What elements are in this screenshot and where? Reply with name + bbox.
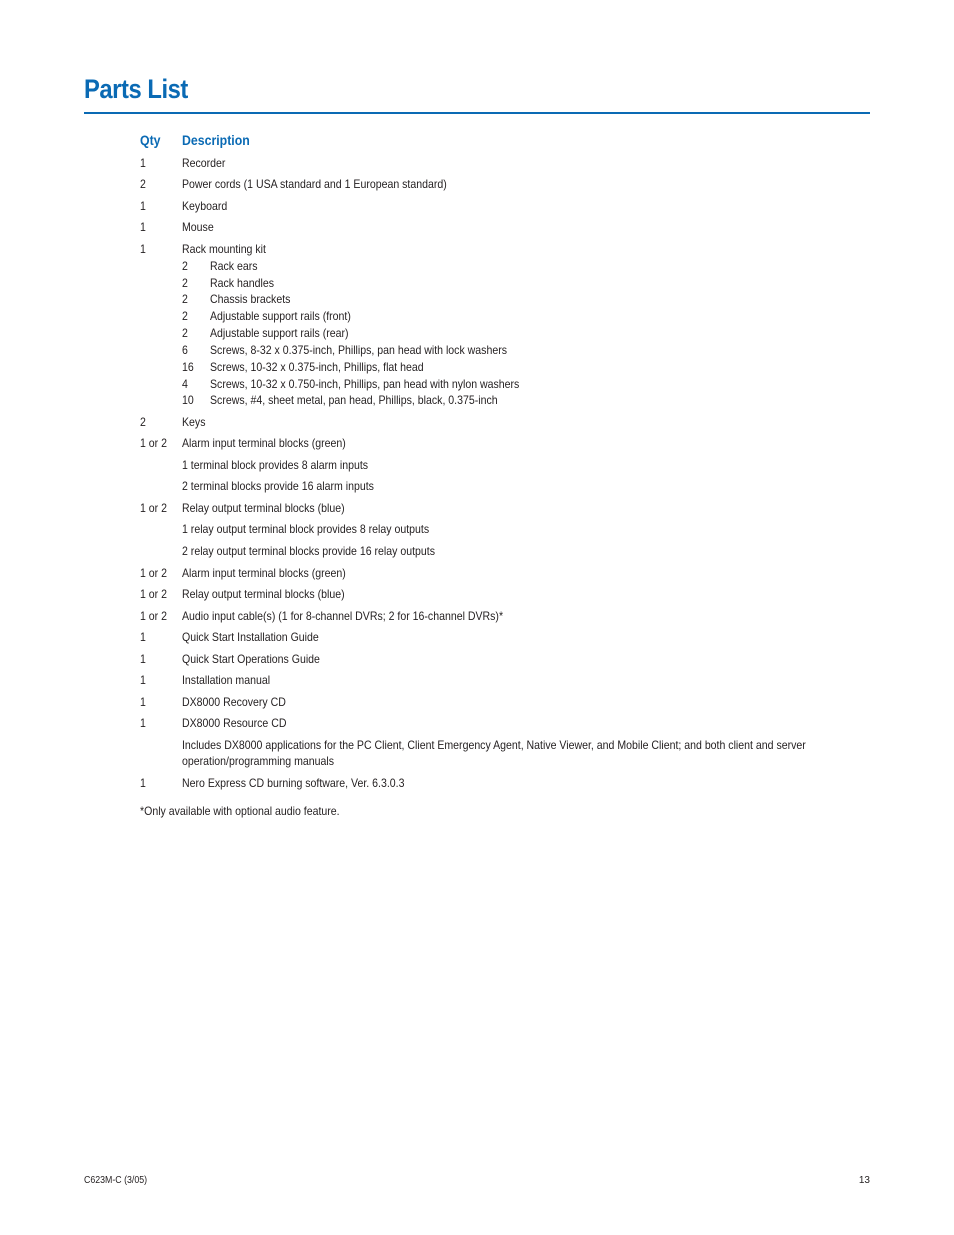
item-qty: 1	[140, 695, 146, 709]
item-description: Rack mounting kit	[182, 242, 266, 256]
footnote: *Only available with optional audio feature.	[140, 804, 340, 818]
sub-item-qty: 2	[182, 326, 188, 340]
item-qty: 2	[140, 415, 146, 429]
item-qty: 1	[140, 242, 146, 256]
item-description: Mouse	[182, 220, 214, 234]
parts-row	[0, 629, 954, 647]
page-title: Parts List	[84, 74, 188, 104]
title-rule	[84, 112, 870, 114]
item-qty: 1 or 2	[140, 566, 168, 580]
sub-item-description: Rack ears	[210, 259, 258, 273]
parts-row	[0, 565, 954, 583]
parts-row	[0, 715, 954, 733]
parts-row	[0, 155, 954, 173]
item-description: Installation manual	[182, 673, 271, 687]
sub-item-description: Chassis brackets	[210, 292, 291, 306]
sub-item-qty: 2	[182, 259, 188, 273]
parts-row	[0, 694, 954, 712]
rack-kit-row	[0, 291, 954, 309]
item-description: Keyboard	[182, 199, 228, 213]
item-description: Quick Start Installation Guide	[182, 630, 319, 644]
item-description: Alarm input terminal blocks (green)	[182, 436, 346, 450]
sub-item-description: Screws, 8-32 x 0.375-inch, Phillips, pan head with lock washers	[210, 343, 507, 357]
item-description: Recorder	[182, 156, 226, 170]
parts-row	[0, 198, 954, 216]
item-description: Quick Start Operations Guide	[182, 652, 320, 666]
item-description: 1 terminal block provides 8 alarm inputs	[182, 458, 369, 472]
item-qty: 1	[140, 630, 146, 644]
item-description: Nero Express CD burning software, Ver. 6.3.0.3	[182, 776, 405, 790]
item-description: DX8000 Recovery CD	[182, 695, 286, 709]
item-description: Relay output terminal blocks (blue)	[182, 587, 345, 601]
parts-row	[0, 521, 954, 539]
item-qty: 1	[140, 776, 146, 790]
rack-kit-row	[0, 359, 954, 377]
item-description: Alarm input terminal blocks (green)	[182, 566, 346, 580]
rack-kit-row	[0, 325, 954, 343]
sub-item-description: Rack handles	[210, 276, 274, 290]
item-description: Power cords (1 USA standard and 1 European standard)	[182, 177, 447, 191]
parts-row	[0, 414, 954, 432]
parts-row	[0, 176, 954, 194]
sub-item-qty: 2	[182, 276, 188, 290]
item-description: Audio input cable(s) (1 for 8-channel DVRs; 2 for 16-channel DVRs)*	[182, 609, 504, 623]
parts-row	[0, 672, 954, 690]
item-qty: 1	[140, 716, 146, 730]
qty-column-header: Qty	[140, 132, 161, 148]
parts-row	[0, 500, 954, 518]
item-qty: 1	[140, 652, 146, 666]
item-description: DX8000 Resource CD	[182, 716, 287, 730]
sub-item-description: Screws, 10-32 x 0.375-inch, Phillips, flat head	[210, 360, 424, 374]
sub-item-qty: 2	[182, 309, 188, 323]
parts-row	[0, 478, 954, 496]
item-qty: 1 or 2	[140, 436, 168, 450]
sub-item-qty: 2	[182, 292, 188, 306]
parts-row	[0, 219, 954, 237]
sub-item-description: Adjustable support rails (rear)	[210, 326, 349, 340]
sub-item-qty: 4	[182, 377, 188, 391]
page-number: 13	[858, 1175, 870, 1186]
parts-row	[0, 457, 954, 475]
sub-item-qty: 16	[182, 360, 194, 374]
item-description: 1 relay output terminal block provides 8 relay outputs	[182, 522, 430, 536]
sub-item-qty: 10	[182, 393, 194, 407]
item-qty: 1 or 2	[140, 609, 168, 623]
resource-note-text: Includes DX8000 applications for the PC Client, Client Emergency Agent, Native Viewer, and Mobile Client; and both client and server	[182, 738, 806, 752]
parts-row	[0, 775, 954, 793]
parts-row	[0, 586, 954, 604]
sub-item-description: Screws, 10-32 x 0.750-inch, Phillips, pan head with nylon washers	[210, 377, 520, 391]
item-qty: 2	[140, 177, 146, 191]
sub-item-description: Adjustable support rails (front)	[210, 309, 351, 323]
parts-row	[0, 608, 954, 626]
item-qty: 1	[140, 220, 146, 234]
item-description: 2 relay output terminal blocks provide 16 relay outputs	[182, 544, 435, 558]
rack-kit-row	[0, 308, 954, 326]
rack-kit-row	[0, 258, 954, 276]
parts-row	[0, 651, 954, 669]
sub-item-description: Screws, #4, sheet metal, pan head, Phillips, black, 0.375-inch	[210, 393, 498, 407]
sub-item-qty: 6	[182, 343, 188, 357]
resource-note-line	[0, 753, 954, 771]
parts-row	[0, 435, 954, 453]
rack-kit-row	[0, 342, 954, 360]
description-column-header: Description	[182, 132, 250, 148]
parts-row	[0, 543, 954, 561]
item-qty: 1 or 2	[140, 587, 168, 601]
rack-kit-row	[0, 392, 954, 410]
item-qty: 1	[140, 199, 146, 213]
item-qty: 1	[140, 673, 146, 687]
item-description: Relay output terminal blocks (blue)	[182, 501, 345, 515]
item-qty: 1	[140, 156, 146, 170]
item-description: Keys	[182, 415, 206, 429]
item-qty: 1 or 2	[140, 501, 168, 515]
document-code: C623M-C (3/05)	[84, 1175, 148, 1186]
resource-note-text: operation/programming manuals	[182, 754, 335, 768]
parts-row	[0, 241, 954, 259]
item-description: 2 terminal blocks provide 16 alarm inputs	[182, 479, 374, 493]
